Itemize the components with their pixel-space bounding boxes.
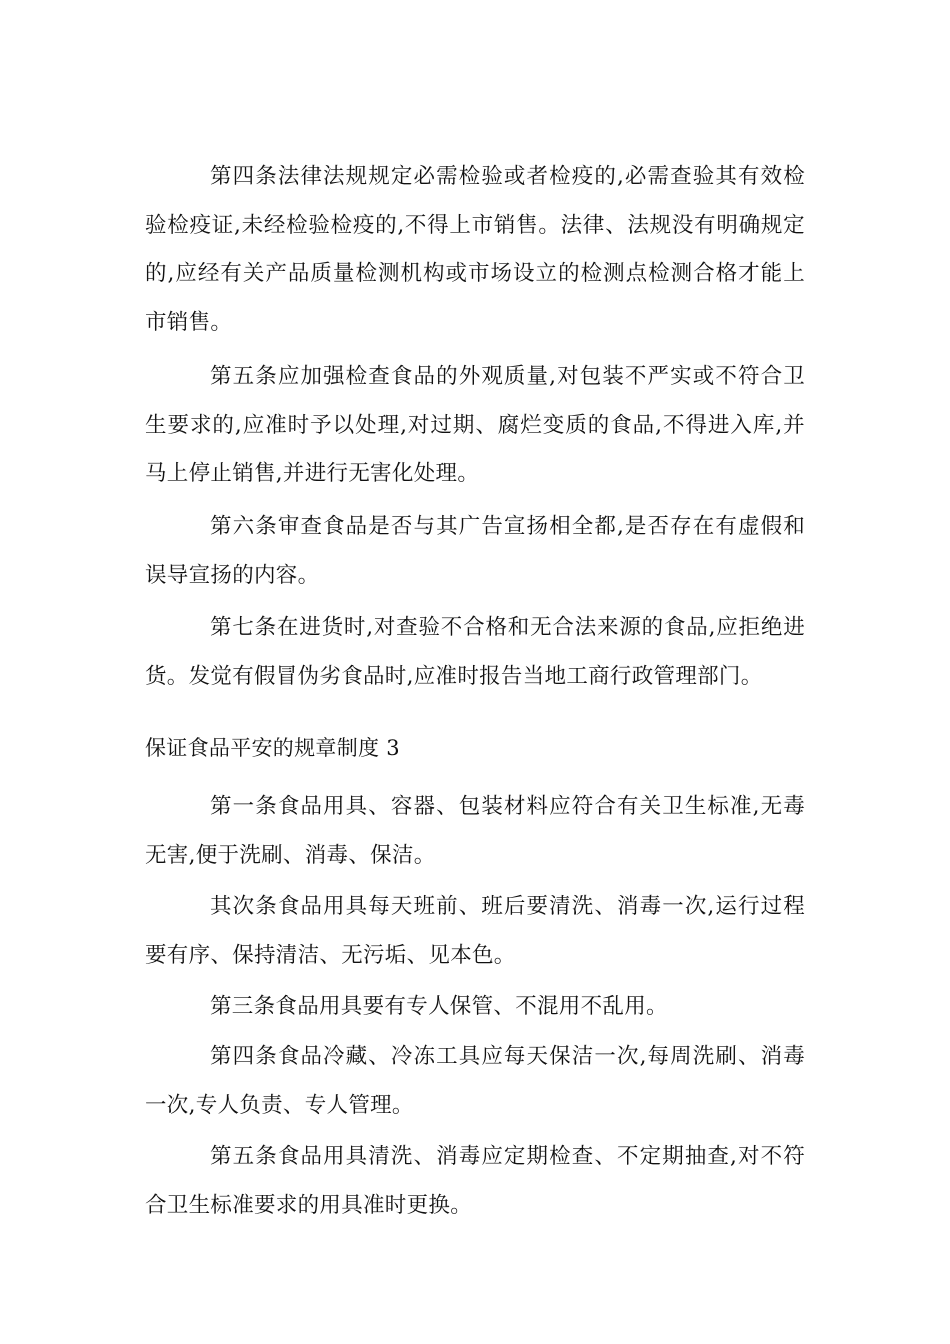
article-5-paragraph: 第五条应加强检查食品的外观质量,对包装不严实或不符合卫生要求的,应准时予以处理,对过期、腐烂变质的食品,不得进入库,并马上停止销售,并进行无害化处理。	[145, 364, 805, 486]
article-7-paragraph: 第七条在进货时,对查验不合格和无合法来源的食品,应拒绝进货。发觉有假冒伪劣食品时,应准时报告当地工商行政管理部门。	[145, 615, 805, 689]
article-6-paragraph: 第六条审查食品是否与其广告宣扬相全都,是否存在有虚假和误导宣扬的内容。	[145, 514, 805, 588]
section3-article-4-paragraph: 第四条食品冷藏、冷冻工具应每天保洁一次,每周洗刷、消毒一次,专人负责、专人管理。	[145, 1044, 805, 1118]
article-4-paragraph: 第四条法律法规规定必需检验或者检疫的,必需查验其有效检验检疫证,未经检验检疫的,不得上市销售。法律、法规没有明确规定的,应经有关产品质量检测机构或市场设立的检测点检测合格才能上市销售。	[145, 164, 805, 335]
section3-article-1-paragraph: 第一条食品用具、容器、包装材料应符合有关卫生标准,无毒无害,便于洗刷、消毒、保洁。	[145, 794, 805, 868]
section3-article-2-paragraph: 其次条食品用具每天班前、班后要清洗、消毒一次,运行过程要有序、保持清洁、无污垢、见本色。	[145, 894, 805, 968]
section-heading: 保证食品平安的规章制度 3	[145, 736, 400, 760]
section3-article-3-paragraph: 第三条食品用具要有专人保管、不混用不乱用。	[210, 994, 668, 1019]
section3-article-5-paragraph: 第五条食品用具清洗、消毒应定期检查、不定期抽查,对不符合卫生标准要求的用具准时更换。	[145, 1144, 805, 1218]
